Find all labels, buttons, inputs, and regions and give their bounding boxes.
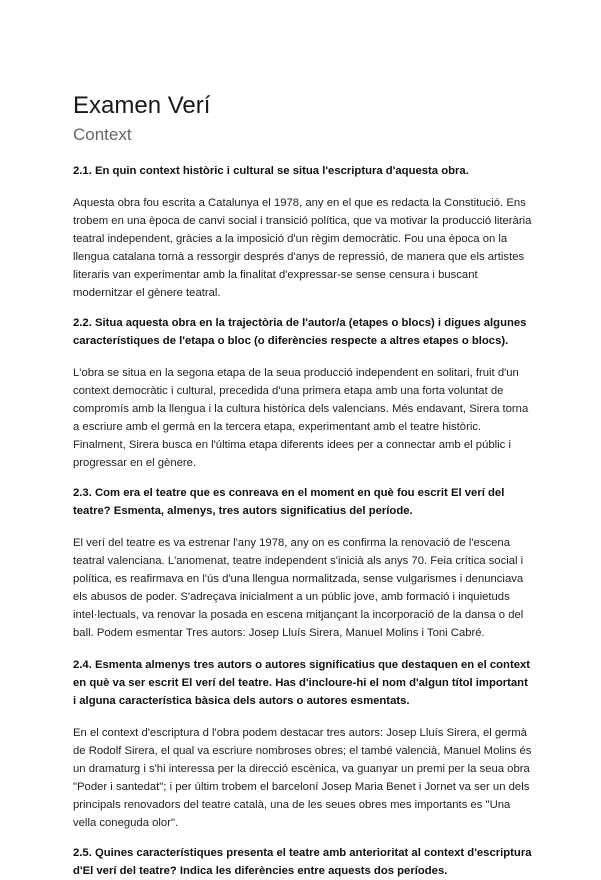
answer-2-4: En el context d'escriptura d l'obra podem destacar tres autors: Josep Lluís Sirera, el germà de Rodolf Sirera, el qual va escriure nombroses obres; el també valencià, Manuel Molins és un dramaturg i s'hi interessa per la direcció escènica, va guanyar un premi per la seua obra "Poder i santedat"; i per últim trobem el barceloní Josep Maria Benet i Jornet va ser un dels principals renovadors del teatre català, una de les seues obres mes importants es "Una vella coneguda olor". [73, 727, 532, 829]
answer-2-1: Aquesta obra fou escrita a Catalunya el 1978, any en el que es redacta la Constitució. Ens trobem en una època de canvi social i transició política, que va motivar la producció literària teatral independent, gràcies a la imposició d'un règim democràtic. Fou una època on la llengua catalana tornà a ressorgir després d'anys de repressió, de manera que els artistes literaris van experimentar amb la finalitat d'expressar-se sense censura i buscant modernitzar el gènere teatral. [73, 197, 532, 299]
answer-2-2: L'obra se situa en la segona etapa de la seua producció independent en solitari, fruit d'un context democràtic i cultural, precedida d'una primera etapa amb una forta voluntat de compromís amb la llengua i la cultura històrica dels valencians. Més endavant, Sirera torna a escriure amb el germà en la tercera etapa, experimentant amb el teatre històric. Finalment, Sirera busca en l'última etapa diferents idees per a connectar amb el públic i progressar en el gènere. [73, 367, 529, 469]
document-subtitle: Context [73, 125, 132, 144]
question-2-2: 2.2. Situa aquesta obra en la trajectòria de l'autor/a (etapes o blocs) i digues algunes característiques de l'etapa o bloc (o diferències respecte a altres etapes o blocs). [73, 317, 527, 347]
question-2-5: 2.5. Quines característiques presenta el teatre amb anterioritat al context d'escriptura d'El verí del teatre? Indica les diferències entre aquests dos períodes. [73, 847, 532, 877]
question-2-3: 2.3. Com era el teatre que es conreava en el moment en què fou escrit El verí del teatre? Esmenta, almenys, tres autors significatius del període. [73, 487, 505, 517]
answer-2-3: El verí del teatre es va estrenar l'any 1978, any on es confirma la renovació de l'escena teatral valenciana. L'anomenat, teatre independent s'inicià als anys 70. Feia crítica social i política, es reafirmava en l'ús d'una llengua normalitzada, sense vulgarismes i denunciava els abusos de poder. S'adreçava inicialment a un públic jove, amb formació i inquietuds intel·lectuals, va renovar la posada en escena mitjançant la incorporació de la dansa o del ball. Podem esmentar Tres autors: Josep Lluís Sirera, Manuel Molins i Toni Cabré. [73, 537, 524, 639]
question-2-4: 2.4. Esmenta almenys tres autors o autores significatius que destaquen en el context en què va ser escrit El verí del teatre. Has d'incloure-hi el nom d'algun títol important i alguna característica bàsica dels autors o autores esmentats. [73, 659, 531, 707]
document-page [73, 92, 533, 880]
question-2-1: 2.1. En quin context històric i cultural se situa l'escriptura d'aquesta obra. [73, 165, 469, 177]
document-title: Examen Verí [73, 92, 211, 119]
